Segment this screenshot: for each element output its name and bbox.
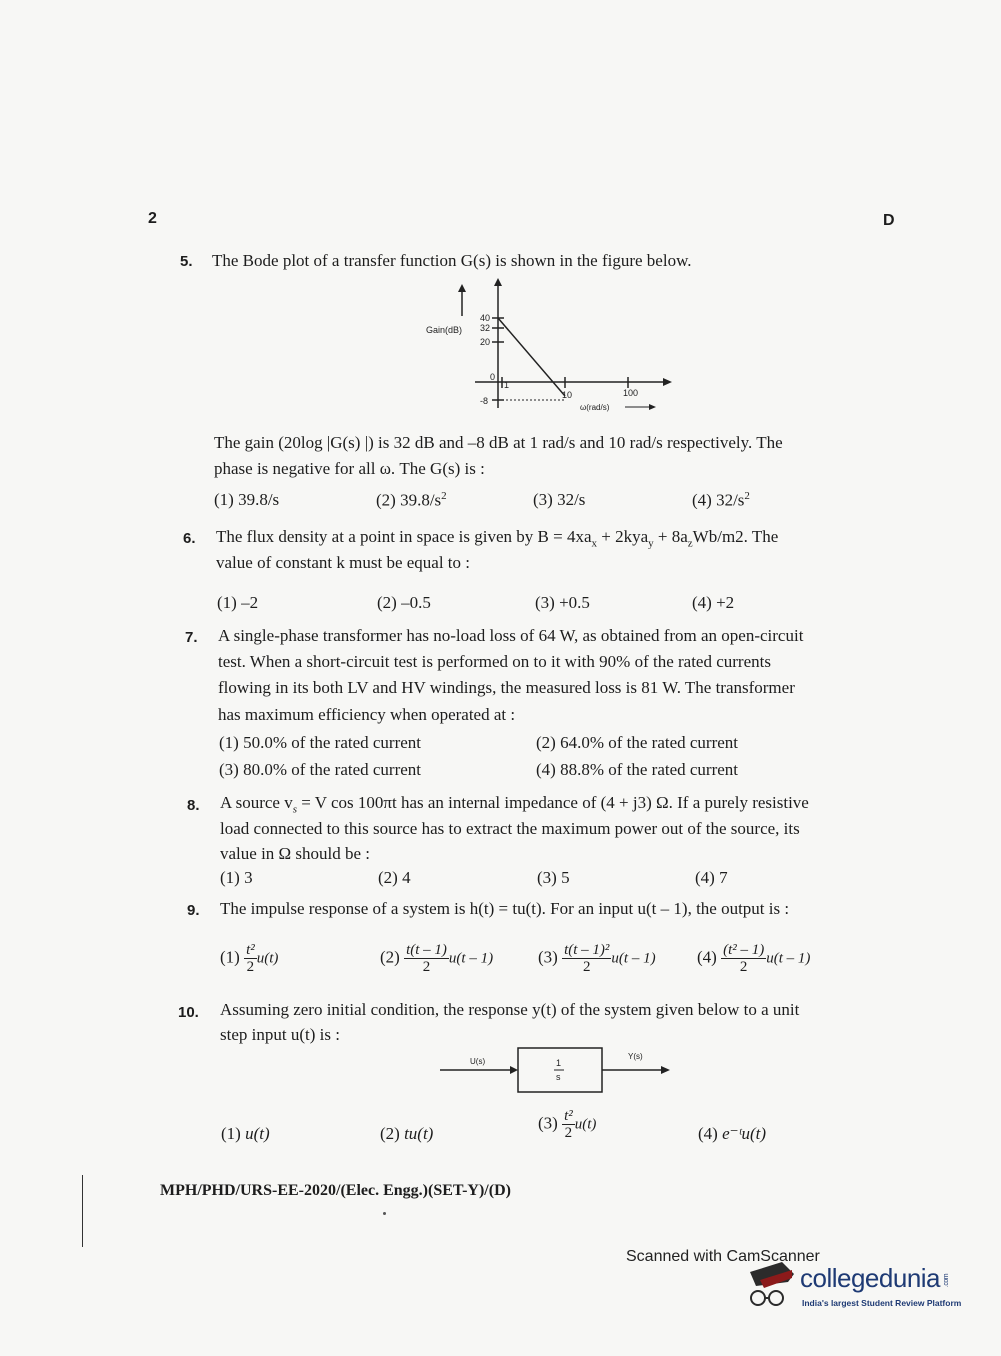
question-number: 10. — [178, 1004, 199, 1021]
option-3: (3) 5 — [537, 868, 570, 887]
x-axis-label: ω(rad/s) — [580, 403, 610, 412]
option-2: (2) –0.5 — [377, 593, 431, 612]
option-4: (4) 7 — [695, 868, 728, 887]
question-stem: The impulse response of a system is h(t) = tu(t). For an input u(t – 1), the output is : — [220, 899, 790, 918]
option-3: (3) 80.0% of the rated current — [219, 760, 422, 779]
question-text: Assuming zero initial condition, the response y(t) of the system given below to a unit — [220, 1000, 800, 1019]
footer-code: MPH/PHD/URS-EE-2020/(Elec. Engg.)(SET-Y)/(D) — [160, 1182, 511, 1199]
x-tick: 100 — [623, 388, 639, 398]
block-numerator: 1 — [556, 1058, 562, 1068]
question-text: A single-phase transformer has no-load loss of 64 W, as obtained from an open-circuit — [218, 626, 804, 645]
question-number: 9. — [187, 902, 200, 919]
question-text: flowing in its both LV and HV windings, the measured loss is 81 W. The transformer — [218, 678, 795, 697]
option-1: (1) 39.8/s — [214, 490, 280, 509]
margin-line — [82, 1175, 83, 1247]
x-axis-arrow-icon — [663, 378, 672, 386]
option-1: (1) –2 — [217, 593, 259, 612]
x-tick: 1 — [504, 380, 510, 390]
scanner-text: Scanned with CamScanner — [626, 1248, 820, 1265]
set-code: D — [883, 212, 895, 229]
y-axis-label: Gain(dB) — [426, 325, 463, 335]
option-1: (1) 3 — [220, 868, 253, 887]
y-tick: 40 — [480, 313, 491, 323]
option-3: (3) $\frac{\text{t(t – 1)²}}{2}$ u(t – 1) — [538, 942, 656, 975]
y-tick: 32 — [480, 323, 491, 333]
question-text: A source $v_s = V$ cos 100πt has an internal impedance of (4 + j3) Ω. If a purely resistive — [220, 793, 809, 816]
option-4: (4) e⁻ᵗu(t) — [698, 1124, 766, 1143]
question-text: The gain (20log |G(s) |) is 32 dB and –8 dB at 1 rad/s and 10 rad/s respectively. The — [214, 433, 783, 452]
option-4: (4) +2 — [692, 593, 735, 612]
question-text: phase is negative for all ω. The G(s) is : — [214, 459, 485, 478]
question-number: 8. — [187, 797, 200, 814]
dot-mark — [383, 1212, 386, 1215]
option-2: (2) $39.8/s^2$ — [376, 490, 447, 510]
y-axis-arrow-icon — [494, 278, 502, 286]
question-text: value in Ω should be : — [220, 844, 371, 863]
option-1: (1) u(t) — [221, 1124, 270, 1143]
block-denominator: s — [556, 1072, 561, 1082]
option-4: (4) 88.8% of the rated current — [536, 760, 739, 779]
option-4: (4) $32/s^2$ — [692, 490, 750, 510]
bode-plot-figure — [420, 278, 690, 418]
question-text: test. When a short-circuit test is performed on to it with 90% of the rated currents — [218, 652, 771, 671]
arrow-head-icon — [458, 284, 466, 292]
page-number: 2 — [148, 210, 157, 227]
option-2: (2) 64.0% of the rated current — [536, 733, 739, 752]
y-tick: -8 — [480, 396, 489, 406]
option-2: (2) 4 — [378, 868, 411, 887]
y-tick: 0 — [490, 372, 496, 382]
question-text: value of constant k must be equal to : — [216, 553, 470, 572]
question-number: 7. — [185, 629, 198, 646]
question-number: 6. — [183, 530, 196, 547]
option-1: (1) 50.0% of the rated current — [219, 733, 422, 752]
question-number: 5. — [180, 253, 193, 270]
question-text: load connected to this source has to extract the maximum power out of the source, its — [220, 819, 800, 838]
option-2: (2) tu(t) — [380, 1124, 434, 1143]
block-output-label: Y(s) — [628, 1052, 643, 1061]
option-3: (3) 32/s — [533, 490, 586, 509]
option-1: (1) $\frac{\text{t²}}{2}$ u(t) — [220, 942, 279, 975]
arrow-right-icon — [510, 1066, 518, 1074]
brand-name: collegedunia .com — [800, 1263, 951, 1293]
block-diagram — [430, 1040, 680, 1100]
x-tick: 10 — [562, 390, 573, 400]
question-text: The flux density at a point in space is given by $B = 4xa_x + 2kya_y + 8a_zWb/m2$. The — [216, 527, 779, 550]
collegedunia-logo-icon — [742, 1258, 800, 1314]
arrow-right-icon — [661, 1066, 670, 1074]
option-3: (3) $\frac{\text{t²}}{2}$ u(t) — [538, 1108, 597, 1141]
option-2: (2) $\frac{t(t - 1)}{2}$ u(t – 1) — [380, 942, 494, 975]
option-4: (4) $\frac{\text{(t² – 1)}}{2}$ u(t – 1) — [697, 942, 811, 975]
question-stem: The Bode plot of a transfer function G(s) is shown in the figure below. — [212, 251, 692, 270]
block-input-label: U(s) — [470, 1057, 486, 1066]
question-text: step input u(t) is : — [220, 1025, 340, 1044]
question-text: has maximum efficiency when operated at : — [218, 705, 516, 724]
y-tick: 20 — [480, 337, 491, 347]
brand-tagline: India's largest Student Review Platform — [802, 1298, 962, 1308]
option-3: (3) +0.5 — [535, 593, 590, 612]
